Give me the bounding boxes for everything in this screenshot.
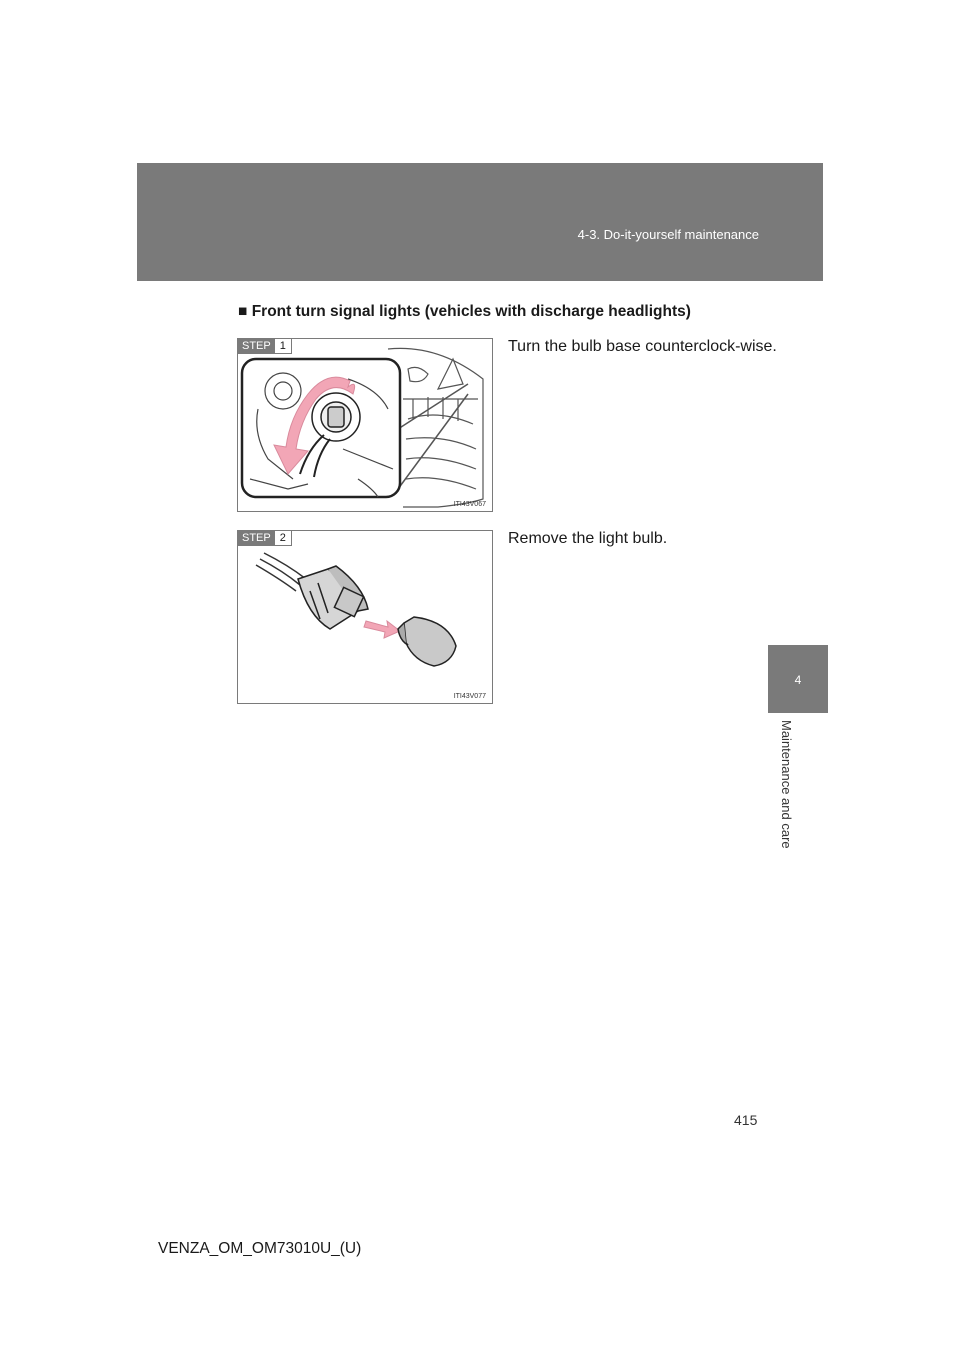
document-id: VENZA_OM_OM73010U_(U): [158, 1240, 362, 1257]
figure-code: ITI43V067: [453, 501, 486, 508]
step-number: 1: [275, 339, 292, 354]
step-2-label: [238, 531, 292, 546]
step-2-text: Remove the light bulb.: [508, 530, 668, 547]
step-2-figure: [237, 530, 493, 704]
section-heading: [238, 303, 691, 321]
headlight-bulb-socket-illustration: [238, 339, 492, 511]
chapter-title: Maintenance and care: [779, 720, 794, 849]
bulb-removal-illustration: [238, 531, 492, 703]
section-heading-text: Front turn signal lights (vehicles with discharge headlights): [251, 303, 691, 320]
step-1-figure: [237, 338, 493, 512]
step-word: STEP: [238, 531, 275, 546]
header-section-title: 4-3. Do-it-yourself maintenance: [577, 227, 759, 242]
chapter-tab: [768, 645, 828, 713]
header-band: [137, 163, 823, 281]
step-word: STEP: [238, 339, 275, 354]
step-1-label: [238, 339, 292, 354]
chapter-number: 4: [794, 673, 802, 687]
black-square-icon: ■: [238, 303, 248, 320]
page-number: 415: [734, 1112, 758, 1128]
figure-code: ITI43V077: [453, 693, 486, 700]
step-1-text: Turn the bulb base counterclock-wise.: [508, 338, 777, 355]
step-number: 2: [275, 531, 292, 546]
